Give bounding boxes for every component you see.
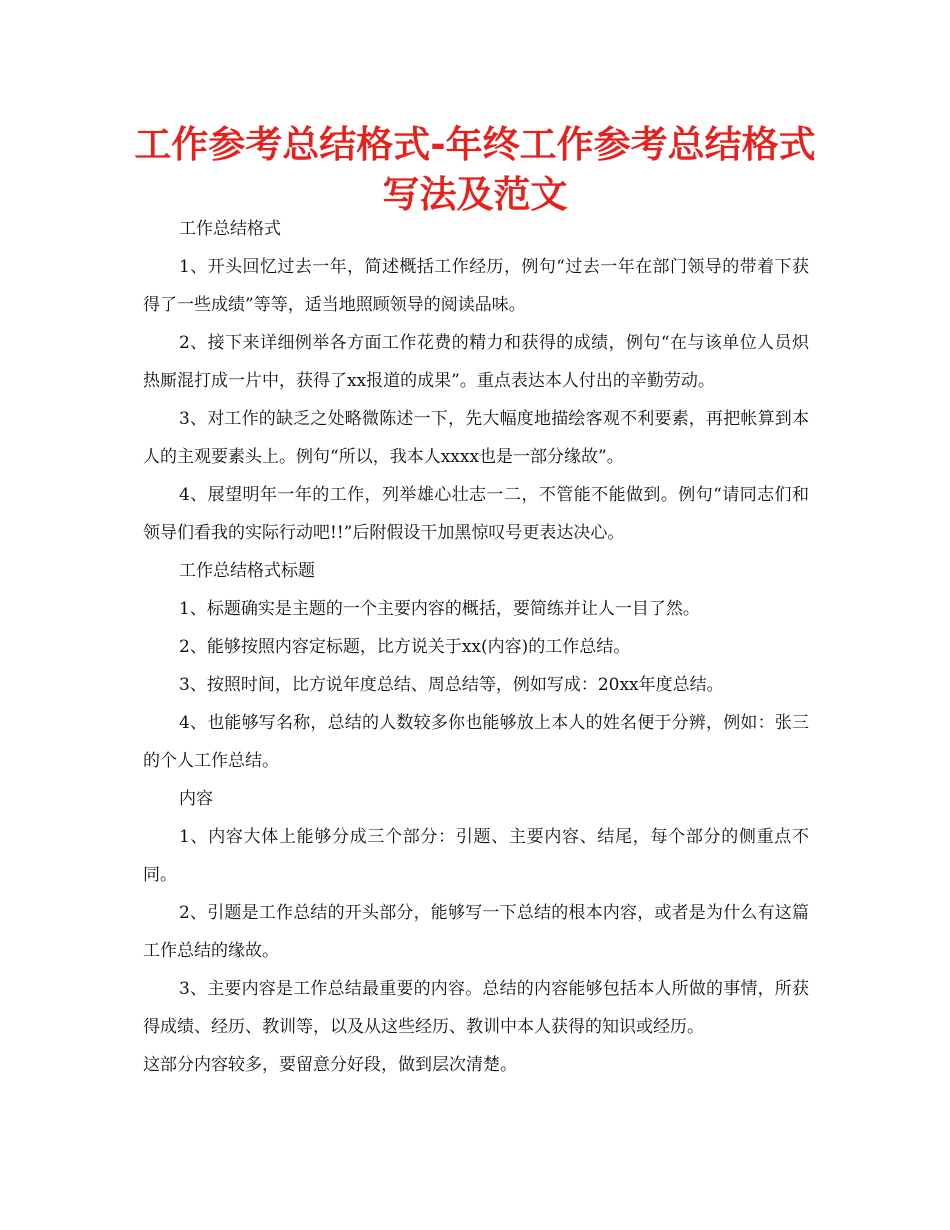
paragraph: 4、也能够写名称，总结的人数较多你也能够放上本人的姓名便于分辨，例如：张三的个人工作总结。 (143, 713, 809, 771)
paragraph: 2、引题是工作总结的开头部分，能够写一下总结的根本内容，或者是为什么有这篇工作总结的缘故。 (143, 903, 809, 961)
paragraph: 2、能够按照内容定标题，比方说关于xx(内容)的工作总结。 (179, 637, 631, 657)
paragraph: 3、按照时间，比方说年度总结、周总结等，例如写成：20xx年度总结。 (179, 675, 724, 695)
section-heading-content: 内容 (179, 789, 213, 809)
paragraph: 2、接下来详细例举各方面工作花费的精力和获得的成绩，例句“在与该单位人员炽热厮混打成一片中，获得了xx报道的成果”。重点表达本人付出的辛勤劳动。 (143, 333, 809, 391)
paragraph: 这部分内容较多，要留意分好段，做到层次清楚。 (143, 1055, 517, 1075)
paragraph: 1、标题确实是主题的一个主要内容的概括，要简练并让人一目了然。 (179, 599, 700, 619)
paragraph: 3、主要内容是工作总结最重要的内容。总结的内容能够包括本人所做的事情，所获得成绩、经历、教训等，以及从这些经历、教训中本人获得的知识或经历。 (143, 979, 809, 1037)
document-body (143, 210, 809, 1084)
paragraph: 3、对工作的缺乏之处略微陈述一下，先大幅度地描绘客观不利要素，再把帐算到本人的主观要素头上。例句“所以，我本人xxxx也是一部分缘故”。 (143, 409, 809, 467)
section-heading-title: 工作总结格式标题 (179, 561, 315, 581)
document-title: 工作参考总结格式-年终工作参考总结格式写法及范文 (134, 123, 816, 216)
paragraph: 1、内容大体上能够分成三个部分：引题、主要内容、结尾，每个部分的侧重点不同。 (143, 827, 809, 885)
section-heading-format: 工作总结格式 (179, 219, 281, 239)
paragraph: 4、展望明年一年的工作，列举雄心壮志一二，不管能不能做到。例句“请同志们和领导们看我的实际行动吧!!”后附假设干加黑惊叹号更表达决心。 (143, 485, 809, 543)
paragraph: 1、开头回忆过去一年，简述概括工作经历，例句“过去一年在部门领导的带着下获得了一些成绩”等等，适当地照顾领导的阅读品味。 (143, 257, 809, 315)
